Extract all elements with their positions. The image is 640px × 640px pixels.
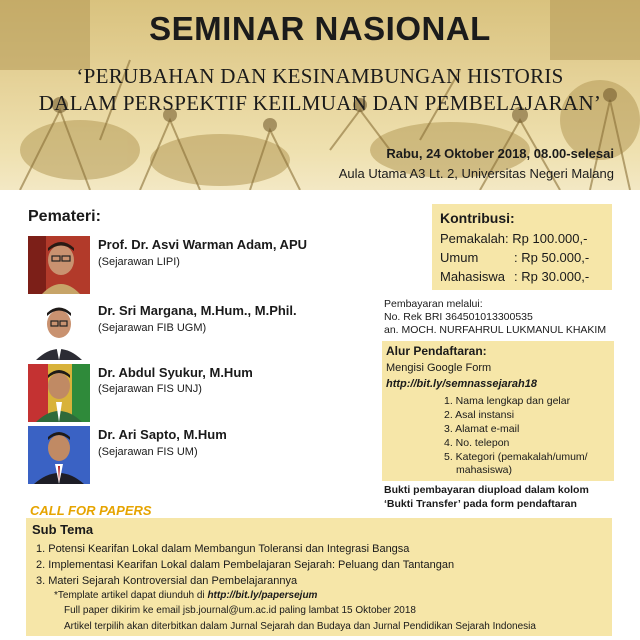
- proof-note-line2: ‘Bukti Transfer’ pada form pendaftaran: [384, 498, 577, 510]
- subtheme-item: 2. Implementasi Kearifan Lokal dalam Pembelajaran Sejarah: Peluang dan Tantangan: [36, 559, 455, 571]
- contribution-row: [440, 231, 587, 246]
- event-subtitle-line1: ‘PERUBAHAN DAN KESINAMBUNGAN HISTORIS: [76, 64, 564, 88]
- speaker-photo-4: [28, 426, 90, 484]
- speaker-affiliation-3: (Sejarawan FIS UNJ): [98, 383, 202, 395]
- contribution-label: Umum: [440, 250, 479, 265]
- subtheme-box: [26, 518, 612, 636]
- template-note: [54, 590, 317, 601]
- payment-account: No. Rek BRI 364501013300535: [384, 311, 533, 323]
- contribution-box: [432, 204, 612, 290]
- speaker-affiliation-2: (Sejarawan FIB UGM): [98, 322, 207, 334]
- event-title: SEMINAR NASIONAL: [149, 10, 491, 47]
- speaker-name-1: Prof. Dr. Asvi Warman Adam, APU: [98, 237, 308, 252]
- subtheme-item: 3. Materi Sejarah Kontroversial dan Pembelajarannya: [36, 575, 298, 587]
- subtheme-heading: Sub Tema: [32, 522, 94, 537]
- contribution-sep: :: [514, 269, 518, 284]
- subtheme-item: 1. Potensi Kearifan Lokal dalam Membangun Toleransi dan Integrasi Bangsa: [36, 543, 410, 555]
- contribution-heading: Kontribusi:: [440, 210, 515, 226]
- registration-item: mahasiswa): [456, 464, 513, 476]
- speaker-name-3: Dr. Abdul Syukur, M.Hum: [98, 365, 253, 380]
- registration-box: [382, 341, 614, 481]
- registration-text: Mengisi Google Form: [386, 362, 492, 374]
- event-venue: Aula Utama A3 Lt. 2, Universitas Negeri Malang: [338, 166, 614, 181]
- contribution-label: Mahasiswa: [440, 269, 506, 284]
- call-for-papers-heading: CALL FOR PAPERS: [30, 503, 152, 518]
- proof-note-line1: Bukti pembayaran diupload dalam kolom: [384, 484, 589, 496]
- speaker-name-4: Dr. Ari Sapto, M.Hum: [98, 427, 227, 442]
- contribution-value: Rp 50.000,-: [521, 250, 590, 265]
- speaker-photo-3: [28, 364, 90, 422]
- contribution-sep: :: [514, 250, 518, 265]
- event-datetime: Rabu, 24 Oktober 2018, 08.00-selesai: [386, 146, 614, 161]
- speaker-photo-2: [28, 302, 90, 360]
- full-paper-note: Full paper dikirim ke email jsb.journal@um.ac.id paling lambat 15 Oktober 2018: [64, 605, 416, 616]
- event-subtitle-line2: DALAM PERSPEKTIF KEILMUAN DAN PEMBELAJARAN’: [38, 91, 602, 115]
- registration-item: 1. Nama lengkap dan gelar: [444, 395, 571, 407]
- payment-method: Pembayaran melalui:: [384, 298, 483, 310]
- registration-heading: Alur Pendaftaran:: [386, 344, 487, 358]
- registration-item: 2. Asal instansi: [444, 409, 515, 421]
- speakers-heading: Pemateri:: [28, 208, 101, 225]
- publication-note: Artikel terpilih akan diterbitkan dalam Jurnal Sejarah dan Budaya dan Jurnal Pendidikan Sejarah Indonesia: [64, 621, 536, 632]
- contribution-row: [440, 250, 589, 265]
- contribution-value: Rp 100.000,-: [512, 231, 588, 246]
- contribution-label: Pemakalah: [440, 231, 506, 246]
- contribution-row: [440, 269, 589, 284]
- registration-item: 4. No. telepon: [444, 437, 510, 449]
- header-banner: [0, 0, 640, 190]
- registration-item: 3. Alamat e-mail: [444, 423, 520, 435]
- speaker-photo-1: [28, 236, 90, 294]
- speaker-name-2: Dr. Sri Margana, M.Hum., M.Phil.: [98, 303, 297, 318]
- contribution-value: Rp 30.000,-: [521, 269, 590, 284]
- template-note-text: *Template artikel dapat diunduh di: [54, 590, 208, 601]
- registration-link[interactable]: http://bit.ly/semnassejarah18: [386, 378, 537, 390]
- speaker-affiliation-4: (Sejarawan FIS UM): [98, 446, 198, 458]
- contribution-sep: :: [505, 231, 509, 246]
- payment-account-holder: an. MOCH. NURFAHRUL LUKMANUL KHAKIM: [384, 324, 607, 336]
- speaker-affiliation-1: (Sejarawan LIPI): [98, 256, 180, 268]
- registration-item: 5. Kategori (pemakalah/umum/: [444, 451, 588, 463]
- template-link[interactable]: http://bit.ly/papersejum: [207, 590, 318, 601]
